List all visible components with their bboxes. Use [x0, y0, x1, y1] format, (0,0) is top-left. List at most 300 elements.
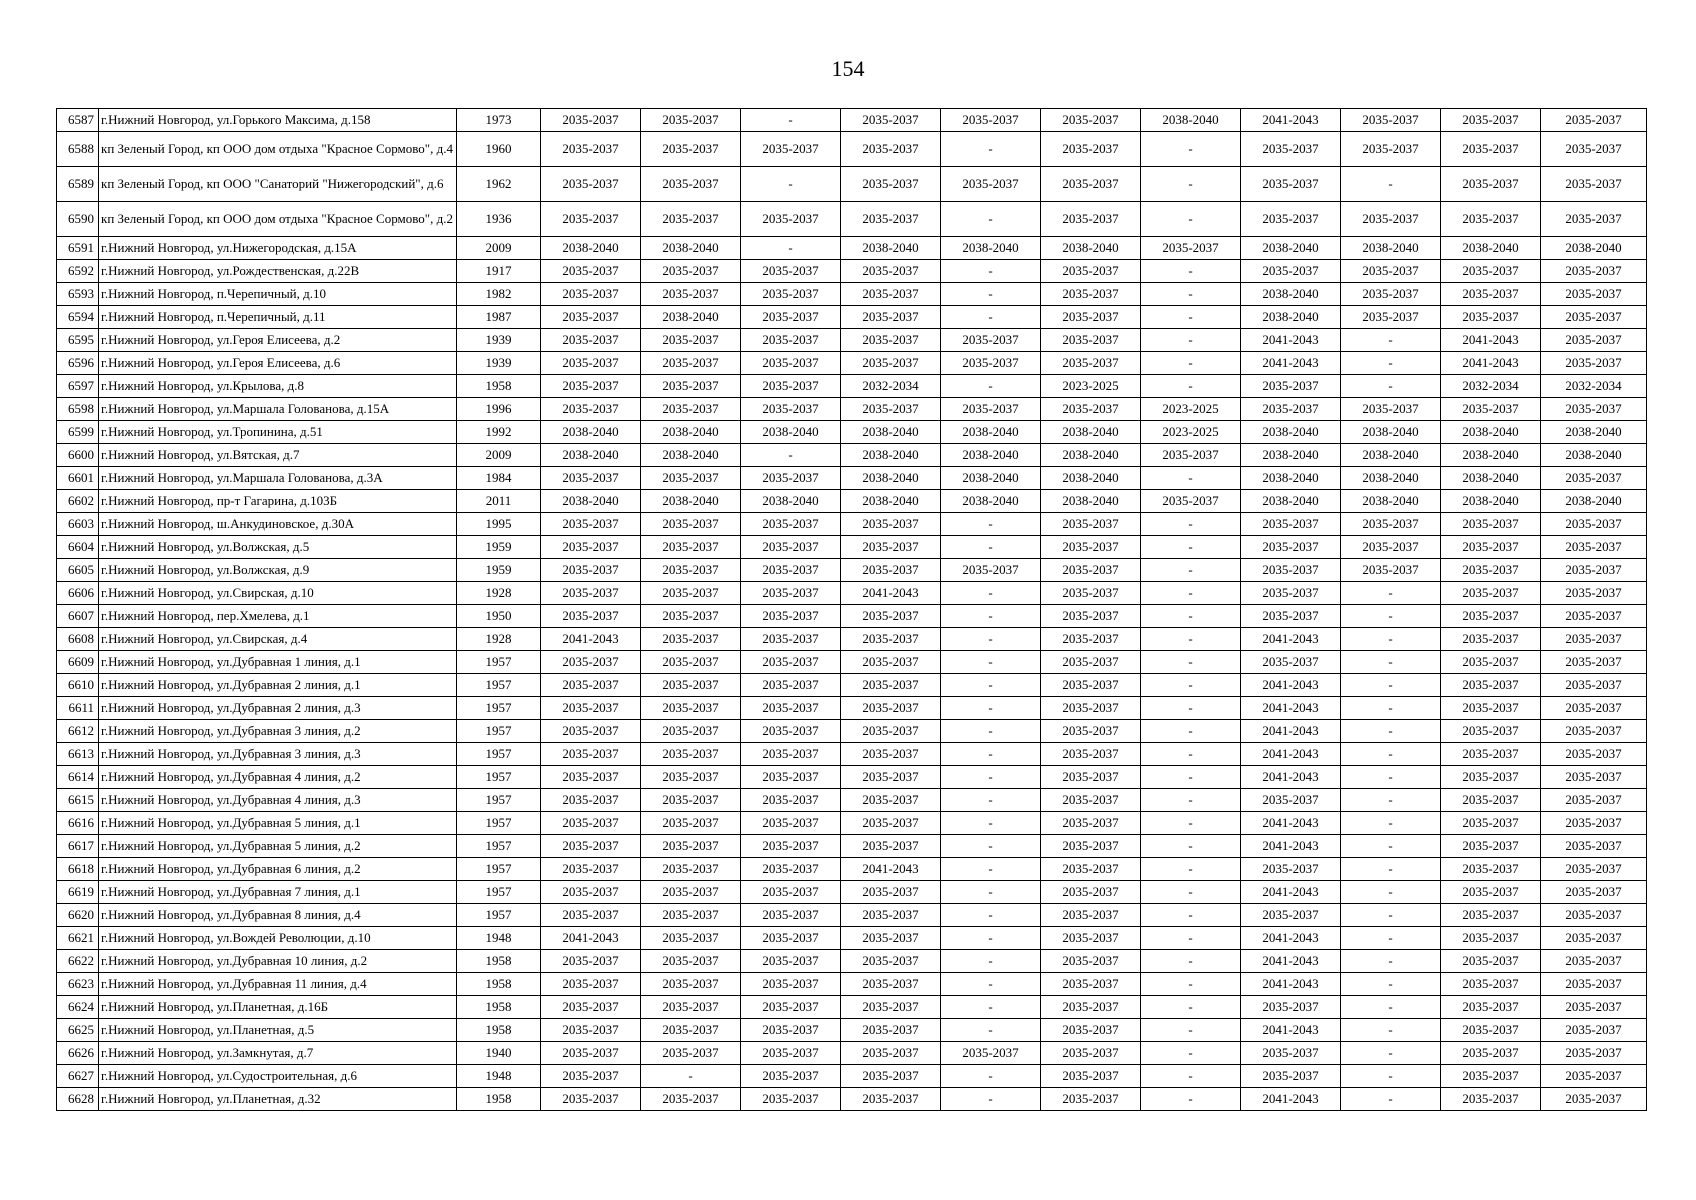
row-number-cell: 6627: [57, 1065, 99, 1088]
year-cell: 1948: [457, 927, 541, 950]
period-cell: -: [941, 812, 1041, 835]
period-cell: 2035-2037: [641, 1019, 741, 1042]
period-cell: 2038-2040: [1241, 421, 1341, 444]
period-cell: 2038-2040: [641, 444, 741, 467]
period-cell: 2038-2040: [1041, 421, 1141, 444]
period-cell: 2038-2040: [841, 467, 941, 490]
period-cell: -: [1141, 283, 1241, 306]
year-cell: 1973: [457, 109, 541, 132]
period-cell: 2035-2037: [541, 720, 641, 743]
period-cell: 2035-2037: [641, 352, 741, 375]
period-cell: 2035-2037: [1441, 398, 1541, 421]
period-cell: 2035-2037: [541, 513, 641, 536]
period-cell: -: [1341, 1042, 1441, 1065]
period-cell: -: [941, 260, 1041, 283]
period-cell: 2038-2040: [1541, 490, 1647, 513]
period-cell: 2035-2037: [841, 167, 941, 202]
period-cell: 2035-2037: [841, 1042, 941, 1065]
period-cell: -: [1341, 766, 1441, 789]
period-cell: 2035-2037: [1541, 789, 1647, 812]
period-cell: 2035-2037: [1541, 1088, 1647, 1111]
address-cell: г.Нижний Новгород, ул.Дубравная 10 линия, д.2: [99, 950, 457, 973]
period-cell: -: [941, 1019, 1041, 1042]
row-number-cell: 6623: [57, 973, 99, 996]
period-cell: 2023-2025: [1141, 421, 1241, 444]
table-row: [57, 674, 1647, 697]
period-cell: 2035-2037: [841, 132, 941, 167]
period-cell: 2035-2037: [941, 352, 1041, 375]
period-cell: -: [1341, 950, 1441, 973]
address-cell: г.Нижний Новгород, ул.Дубравная 3 линия, д.3: [99, 743, 457, 766]
period-cell: 2035-2037: [941, 329, 1041, 352]
period-cell: 2035-2037: [1441, 743, 1541, 766]
year-cell: 1982: [457, 283, 541, 306]
period-cell: 2035-2037: [541, 398, 641, 421]
period-cell: 2035-2037: [1041, 881, 1141, 904]
period-cell: 2035-2037: [541, 605, 641, 628]
address-cell: г.Нижний Новгород, ул.Дубравная 5 линия, д.1: [99, 812, 457, 835]
period-cell: 2035-2037: [1441, 536, 1541, 559]
period-cell: 2035-2037: [1441, 996, 1541, 1019]
period-cell: -: [1341, 812, 1441, 835]
period-cell: 2035-2037: [1541, 927, 1647, 950]
period-cell: 2032-2034: [841, 375, 941, 398]
period-cell: 2035-2037: [1541, 835, 1647, 858]
period-cell: 2035-2037: [741, 1042, 841, 1065]
row-number-cell: 6626: [57, 1042, 99, 1065]
period-cell: 2035-2037: [741, 283, 841, 306]
row-number-cell: 6616: [57, 812, 99, 835]
table-row: [57, 513, 1647, 536]
table-row: [57, 973, 1647, 996]
period-cell: 2038-2040: [541, 237, 641, 260]
period-cell: 2035-2037: [541, 352, 641, 375]
period-cell: 2035-2037: [1441, 1088, 1541, 1111]
period-cell: 2035-2037: [741, 559, 841, 582]
period-cell: 2035-2037: [1041, 398, 1141, 421]
period-cell: 2038-2040: [1341, 421, 1441, 444]
period-cell: 2038-2040: [1441, 421, 1541, 444]
period-cell: 2035-2037: [1541, 202, 1647, 237]
table-row: [57, 720, 1647, 743]
period-cell: -: [1141, 467, 1241, 490]
period-cell: 2041-2043: [1241, 720, 1341, 743]
period-cell: 2035-2037: [641, 674, 741, 697]
period-cell: 2035-2037: [1441, 605, 1541, 628]
period-cell: 2035-2037: [1141, 444, 1241, 467]
row-number-cell: 6606: [57, 582, 99, 605]
period-cell: -: [1141, 789, 1241, 812]
period-cell: 2035-2037: [641, 283, 741, 306]
table-row: [57, 651, 1647, 674]
period-cell: -: [1141, 835, 1241, 858]
period-cell: 2035-2037: [1041, 559, 1141, 582]
row-number-cell: 6619: [57, 881, 99, 904]
period-cell: -: [941, 375, 1041, 398]
period-cell: 2035-2037: [741, 1065, 841, 1088]
row-number-cell: 6618: [57, 858, 99, 881]
period-cell: 2035-2037: [1041, 1019, 1141, 1042]
period-cell: 2035-2037: [1541, 1019, 1647, 1042]
period-cell: -: [941, 651, 1041, 674]
period-cell: 2035-2037: [1541, 628, 1647, 651]
table-row: [57, 766, 1647, 789]
address-cell: г.Нижний Новгород, ул.Нижегородская, д.15А: [99, 237, 457, 260]
period-cell: -: [941, 881, 1041, 904]
period-cell: 2035-2037: [1541, 109, 1647, 132]
period-cell: 2035-2037: [841, 766, 941, 789]
period-cell: 2038-2040: [641, 306, 741, 329]
period-cell: 2035-2037: [1041, 720, 1141, 743]
period-cell: 2041-2043: [1241, 973, 1341, 996]
period-cell: 2035-2037: [1041, 651, 1141, 674]
period-cell: 2035-2037: [741, 927, 841, 950]
address-cell: кп Зеленый Город, кп ООО "Санаторий "Нижегородский", д.6: [99, 167, 457, 202]
period-cell: 2038-2040: [1241, 283, 1341, 306]
row-number-cell: 6599: [57, 421, 99, 444]
period-cell: 2035-2037: [841, 720, 941, 743]
row-number-cell: 6588: [57, 132, 99, 167]
period-cell: 2041-2043: [1241, 766, 1341, 789]
period-cell: 2035-2037: [541, 743, 641, 766]
period-cell: 2035-2037: [741, 582, 841, 605]
period-cell: -: [1341, 697, 1441, 720]
period-cell: 2035-2037: [1441, 559, 1541, 582]
period-cell: -: [1141, 674, 1241, 697]
period-cell: 2035-2037: [1141, 490, 1241, 513]
period-cell: 2035-2037: [641, 835, 741, 858]
table-row: [57, 467, 1647, 490]
period-cell: 2035-2037: [1441, 306, 1541, 329]
address-cell: кп Зеленый Город, кп ООО дом отдыха "Красное Сормово", д.2: [99, 202, 457, 237]
period-cell: 2035-2037: [741, 835, 841, 858]
year-cell: 1992: [457, 421, 541, 444]
period-cell: 2035-2037: [641, 973, 741, 996]
table-row: [57, 1019, 1647, 1042]
address-cell: г.Нижний Новгород, ул.Волжская, д.9: [99, 559, 457, 582]
period-cell: -: [1341, 651, 1441, 674]
period-cell: 2035-2037: [1241, 789, 1341, 812]
row-number-cell: 6620: [57, 904, 99, 927]
year-cell: 1939: [457, 329, 541, 352]
year-cell: 1960: [457, 132, 541, 167]
table-row: [57, 559, 1647, 582]
period-cell: -: [1341, 582, 1441, 605]
period-cell: 2035-2037: [541, 651, 641, 674]
period-cell: 2035-2037: [1341, 202, 1441, 237]
period-cell: 2035-2037: [1341, 283, 1441, 306]
table-row: [57, 352, 1647, 375]
year-cell: 1957: [457, 835, 541, 858]
period-cell: 2035-2037: [1041, 743, 1141, 766]
period-cell: 2035-2037: [641, 605, 741, 628]
row-number-cell: 6610: [57, 674, 99, 697]
period-cell: 2035-2037: [1241, 167, 1341, 202]
period-cell: 2038-2040: [1541, 444, 1647, 467]
period-cell: 2035-2037: [841, 329, 941, 352]
period-cell: -: [1141, 1042, 1241, 1065]
period-cell: 2035-2037: [1041, 766, 1141, 789]
period-cell: -: [1141, 536, 1241, 559]
period-cell: 2035-2037: [641, 996, 741, 1019]
period-cell: -: [941, 582, 1041, 605]
period-cell: -: [1141, 697, 1241, 720]
period-cell: -: [1141, 1065, 1241, 1088]
row-number-cell: 6591: [57, 237, 99, 260]
period-cell: 2035-2037: [741, 329, 841, 352]
period-cell: 2041-2043: [841, 582, 941, 605]
period-cell: 2035-2037: [941, 167, 1041, 202]
table-row: [57, 375, 1647, 398]
period-cell: 2035-2037: [541, 766, 641, 789]
period-cell: 2038-2040: [941, 237, 1041, 260]
period-cell: 2035-2037: [1441, 766, 1541, 789]
period-cell: 2035-2037: [541, 996, 641, 1019]
address-cell: г.Нижний Новгород, п.Черепичный, д.10: [99, 283, 457, 306]
repair-schedule-table: [56, 108, 1647, 1111]
period-cell: -: [941, 973, 1041, 996]
period-cell: 2035-2037: [841, 260, 941, 283]
period-cell: 2035-2037: [641, 109, 741, 132]
period-cell: 2035-2037: [1041, 835, 1141, 858]
period-cell: -: [1341, 1019, 1441, 1042]
period-cell: 2038-2040: [1241, 306, 1341, 329]
period-cell: -: [1341, 720, 1441, 743]
address-cell: г.Нижний Новгород, пер.Хмелева, д.1: [99, 605, 457, 628]
period-cell: -: [941, 720, 1041, 743]
period-cell: 2035-2037: [1541, 467, 1647, 490]
period-cell: 2038-2040: [1041, 467, 1141, 490]
period-cell: 2035-2037: [641, 812, 741, 835]
period-cell: 2035-2037: [1041, 109, 1141, 132]
year-cell: 1950: [457, 605, 541, 628]
period-cell: 2035-2037: [541, 812, 641, 835]
period-cell: -: [1341, 789, 1441, 812]
period-cell: -: [941, 628, 1041, 651]
period-cell: 2035-2037: [541, 858, 641, 881]
address-cell: г.Нижний Новгород, ул.Дубравная 1 линия, д.1: [99, 651, 457, 674]
period-cell: 2035-2037: [1441, 973, 1541, 996]
period-cell: 2035-2037: [1041, 1088, 1141, 1111]
period-cell: 2035-2037: [741, 950, 841, 973]
period-cell: 2038-2040: [841, 490, 941, 513]
period-cell: 2035-2037: [1441, 1019, 1541, 1042]
row-number-cell: 6614: [57, 766, 99, 789]
period-cell: -: [941, 789, 1041, 812]
period-cell: 2038-2040: [741, 421, 841, 444]
period-cell: 2038-2040: [841, 421, 941, 444]
period-cell: 2035-2037: [1141, 237, 1241, 260]
period-cell: 2038-2040: [841, 444, 941, 467]
year-cell: 2009: [457, 444, 541, 467]
period-cell: 2035-2037: [1541, 1042, 1647, 1065]
period-cell: 2035-2037: [741, 536, 841, 559]
period-cell: -: [941, 904, 1041, 927]
address-cell: г.Нижний Новгород, ул.Вятская, д.7: [99, 444, 457, 467]
year-cell: 1957: [457, 881, 541, 904]
address-cell: г.Нижний Новгород, ул.Дубравная 4 линия, д.3: [99, 789, 457, 812]
period-cell: 2035-2037: [741, 789, 841, 812]
period-cell: 2035-2037: [641, 766, 741, 789]
period-cell: 2035-2037: [641, 513, 741, 536]
period-cell: 2035-2037: [541, 697, 641, 720]
period-cell: -: [1141, 950, 1241, 973]
year-cell: 1957: [457, 858, 541, 881]
period-cell: -: [1141, 559, 1241, 582]
period-cell: 2038-2040: [541, 421, 641, 444]
period-cell: 2035-2037: [541, 674, 641, 697]
period-cell: -: [1141, 306, 1241, 329]
period-cell: 2035-2037: [1041, 1065, 1141, 1088]
period-cell: 2035-2037: [1041, 789, 1141, 812]
period-cell: 2035-2037: [1541, 651, 1647, 674]
period-cell: 2035-2037: [541, 582, 641, 605]
period-cell: 2035-2037: [1041, 697, 1141, 720]
period-cell: 2038-2040: [1341, 237, 1441, 260]
period-cell: 2035-2037: [1341, 513, 1441, 536]
period-cell: 2035-2037: [1041, 628, 1141, 651]
period-cell: 2035-2037: [741, 651, 841, 674]
row-number-cell: 6587: [57, 109, 99, 132]
address-cell: г.Нижний Новгород, ул.Свирская, д.10: [99, 582, 457, 605]
row-number-cell: 6608: [57, 628, 99, 651]
period-cell: 2035-2037: [1541, 743, 1647, 766]
period-cell: -: [1141, 260, 1241, 283]
table-row: [57, 950, 1647, 973]
period-cell: 2035-2037: [641, 697, 741, 720]
period-cell: -: [741, 237, 841, 260]
period-cell: 2035-2037: [1041, 904, 1141, 927]
period-cell: 2035-2037: [541, 306, 641, 329]
period-cell: 2038-2040: [741, 490, 841, 513]
period-cell: 2035-2037: [641, 1042, 741, 1065]
period-cell: 2035-2037: [641, 743, 741, 766]
year-cell: 1957: [457, 904, 541, 927]
year-cell: 1917: [457, 260, 541, 283]
table-row: [57, 812, 1647, 835]
address-cell: г.Нижний Новгород, ул.Судостроительная, д.6: [99, 1065, 457, 1088]
table-row: [57, 697, 1647, 720]
period-cell: 2035-2037: [1441, 950, 1541, 973]
period-cell: 2041-2043: [1241, 835, 1341, 858]
period-cell: 2035-2037: [641, 536, 741, 559]
period-cell: -: [1141, 766, 1241, 789]
period-cell: 2035-2037: [841, 109, 941, 132]
period-cell: -: [1341, 1088, 1441, 1111]
period-cell: -: [1141, 352, 1241, 375]
address-cell: г.Нижний Новгород, ул.Дубравная 5 линия, д.2: [99, 835, 457, 858]
period-cell: -: [1341, 628, 1441, 651]
period-cell: 2035-2037: [741, 605, 841, 628]
year-cell: 1936: [457, 202, 541, 237]
period-cell: 2038-2040: [641, 421, 741, 444]
period-cell: 2035-2037: [641, 398, 741, 421]
period-cell: 2035-2037: [1541, 766, 1647, 789]
period-cell: 2035-2037: [841, 973, 941, 996]
address-cell: г.Нижний Новгород, ул.Дубравная 2 линия, д.3: [99, 697, 457, 720]
period-cell: -: [1141, 628, 1241, 651]
period-cell: -: [941, 835, 1041, 858]
period-cell: 2035-2037: [1441, 1042, 1541, 1065]
address-cell: г.Нижний Новгород, ул.Дубравная 6 линия, д.2: [99, 858, 457, 881]
period-cell: 2035-2037: [1241, 605, 1341, 628]
period-cell: 2035-2037: [1441, 651, 1541, 674]
period-cell: 2035-2037: [741, 1019, 841, 1042]
period-cell: -: [1141, 927, 1241, 950]
period-cell: 2035-2037: [541, 835, 641, 858]
period-cell: 2035-2037: [841, 697, 941, 720]
period-cell: 2035-2037: [1541, 697, 1647, 720]
period-cell: 2035-2037: [641, 559, 741, 582]
period-cell: 2035-2037: [841, 881, 941, 904]
period-cell: 2035-2037: [1541, 132, 1647, 167]
period-cell: -: [741, 167, 841, 202]
period-cell: 2035-2037: [1241, 1042, 1341, 1065]
period-cell: -: [941, 513, 1041, 536]
period-cell: -: [1341, 973, 1441, 996]
table-row: [57, 306, 1647, 329]
period-cell: 2035-2037: [741, 720, 841, 743]
period-cell: 2035-2037: [1541, 720, 1647, 743]
period-cell: 2035-2037: [1441, 881, 1541, 904]
address-cell: г.Нижний Новгород, ул.Волжская, д.5: [99, 536, 457, 559]
period-cell: 2035-2037: [1541, 329, 1647, 352]
address-cell: г.Нижний Новгород, ул.Замкнутая, д.7: [99, 1042, 457, 1065]
period-cell: 2035-2037: [641, 858, 741, 881]
row-number-cell: 6592: [57, 260, 99, 283]
period-cell: 2035-2037: [1441, 628, 1541, 651]
row-number-cell: 6612: [57, 720, 99, 743]
period-cell: 2035-2037: [641, 202, 741, 237]
period-cell: 2041-2043: [1241, 1088, 1341, 1111]
year-cell: 1996: [457, 398, 541, 421]
period-cell: 2035-2037: [541, 467, 641, 490]
period-cell: 2035-2037: [1541, 605, 1647, 628]
period-cell: -: [941, 743, 1041, 766]
table-row: [57, 881, 1647, 904]
period-cell: 2035-2037: [541, 973, 641, 996]
period-cell: 2035-2037: [841, 950, 941, 973]
period-cell: 2035-2037: [541, 260, 641, 283]
period-cell: 2035-2037: [1541, 1065, 1647, 1088]
period-cell: 2035-2037: [1441, 260, 1541, 283]
period-cell: 2035-2037: [1241, 858, 1341, 881]
period-cell: 2035-2037: [741, 674, 841, 697]
table-row: [57, 260, 1647, 283]
period-cell: 2035-2037: [1041, 132, 1141, 167]
address-cell: г.Нижний Новгород, ул.Дубравная 7 линия, д.1: [99, 881, 457, 904]
period-cell: 2035-2037: [941, 109, 1041, 132]
period-cell: 2035-2037: [541, 789, 641, 812]
row-number-cell: 6607: [57, 605, 99, 628]
row-number-cell: 6595: [57, 329, 99, 352]
period-cell: 2035-2037: [1441, 283, 1541, 306]
period-cell: -: [1141, 202, 1241, 237]
period-cell: 2035-2037: [741, 202, 841, 237]
period-cell: 2035-2037: [841, 651, 941, 674]
period-cell: 2035-2037: [641, 582, 741, 605]
period-cell: 2035-2037: [1441, 1065, 1541, 1088]
period-cell: 2035-2037: [941, 398, 1041, 421]
year-cell: 1958: [457, 950, 541, 973]
period-cell: 2035-2037: [641, 375, 741, 398]
period-cell: -: [1341, 904, 1441, 927]
period-cell: 2038-2040: [1441, 490, 1541, 513]
period-cell: 2038-2040: [1241, 444, 1341, 467]
period-cell: 2035-2037: [1541, 973, 1647, 996]
period-cell: 2038-2040: [1241, 467, 1341, 490]
table-row: [57, 1042, 1647, 1065]
